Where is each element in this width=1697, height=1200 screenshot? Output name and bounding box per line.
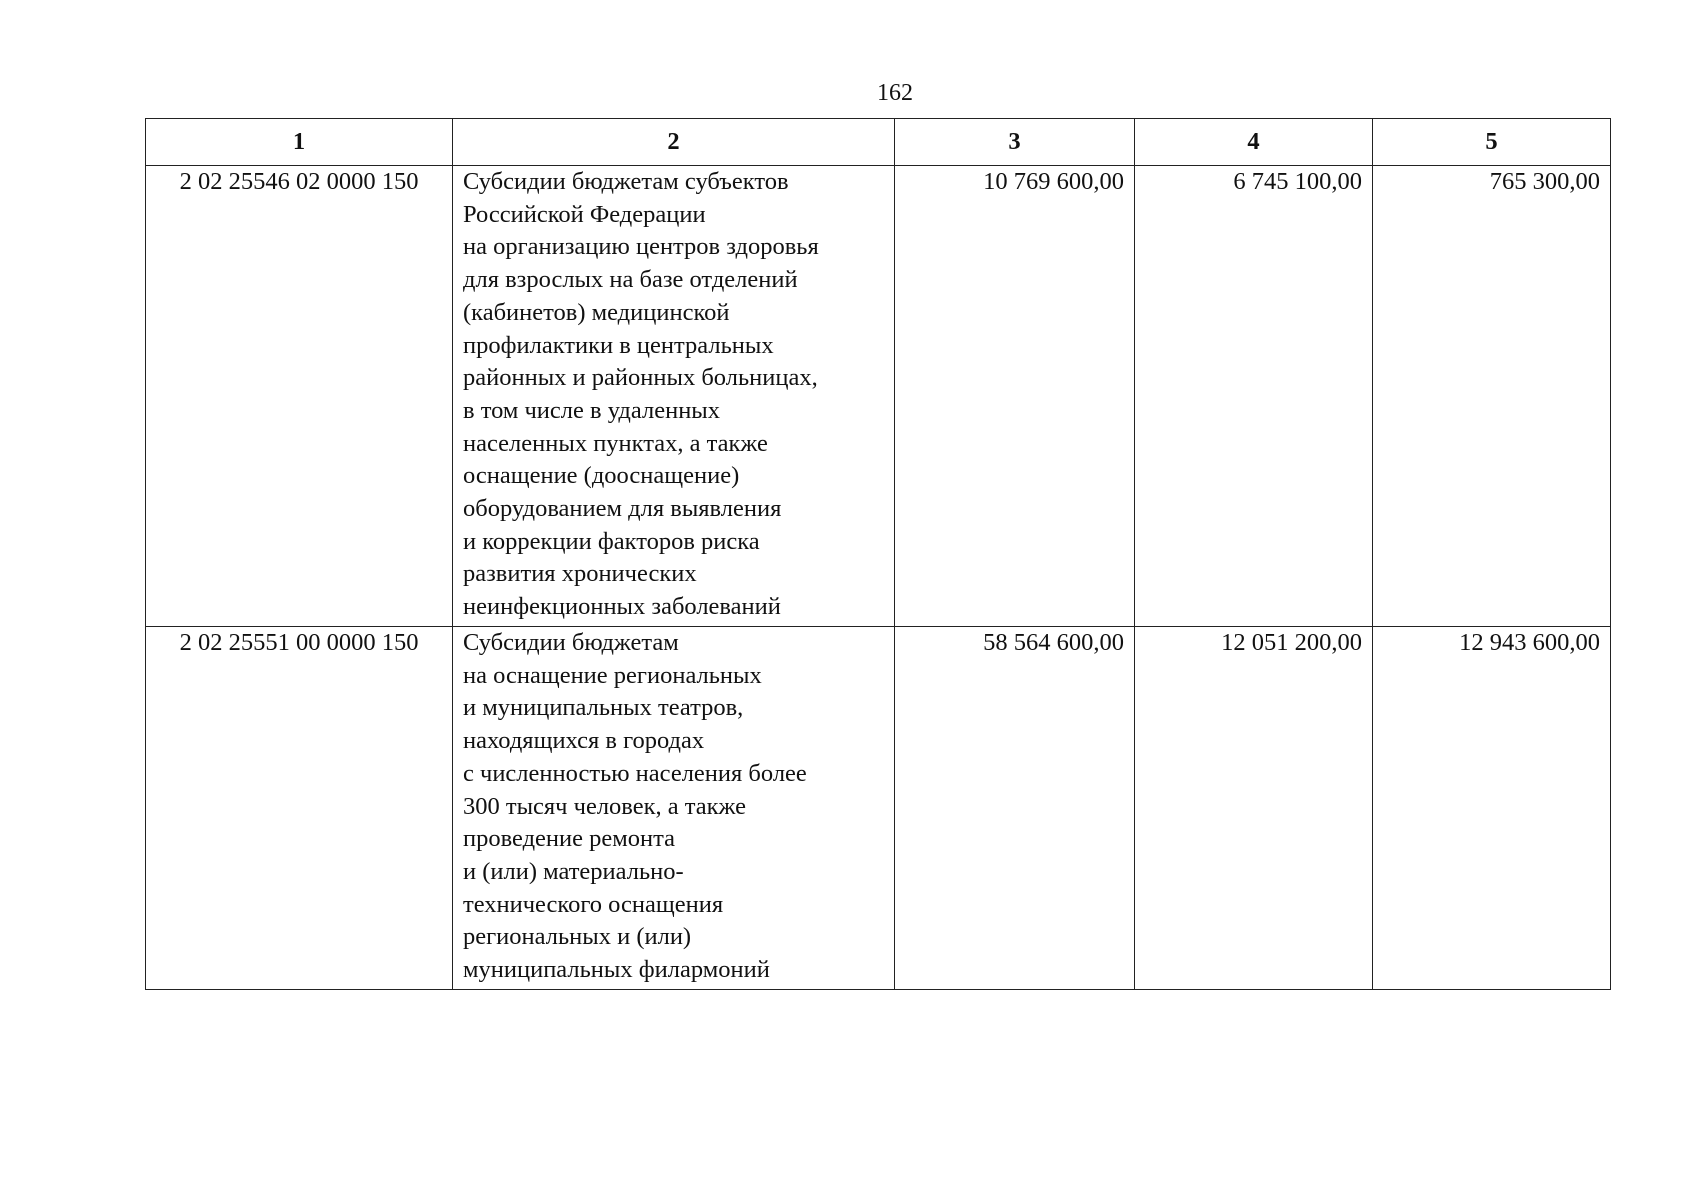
column-header-4: 4 (1135, 119, 1373, 166)
description-line: с численностью населения более (463, 759, 807, 787)
amount-col4-cell: 6 745 100,00 (1135, 166, 1373, 627)
description-line: и коррекции факторов риска (463, 527, 760, 555)
description-line: на организацию центров здоровья (463, 233, 819, 261)
description-line: для взрослых на базе отделений (463, 266, 798, 294)
table-row (146, 166, 1611, 627)
description-line: находящихся в городах (463, 727, 705, 755)
description-line: и муниципальных театров, (463, 694, 744, 722)
budget-table (145, 118, 1611, 990)
description-line: профилактики в центральных (463, 331, 774, 359)
description-line: муниципальных филармоний (463, 956, 770, 984)
amount-col5-cell: 765 300,00 (1373, 166, 1611, 627)
description-line: районных и районных больницах, (463, 364, 818, 392)
amount-col3-cell: 58 564 600,00 (895, 627, 1135, 990)
description-line: Субсидии бюджетам субъектов (463, 168, 789, 195)
page-number: 162 (877, 80, 913, 106)
description-line: Российской Федерации (463, 200, 706, 228)
column-header-1: 1 (146, 119, 453, 166)
budget-code-cell: 2 02 25546 02 0000 150 (146, 166, 453, 627)
description-line: оборудованием для выявления (463, 495, 782, 523)
description-line: развития хронических (463, 560, 697, 588)
description-line: на оснащение региональных (463, 661, 762, 689)
table-row (146, 627, 1611, 990)
description-cell (453, 627, 895, 990)
description-line: оснащение (дооснащение) (463, 462, 740, 490)
amount-col3-cell: 10 769 600,00 (895, 166, 1135, 627)
column-header-3: 3 (895, 119, 1135, 166)
description-line: населенных пунктах, а также (463, 429, 768, 457)
amount-col5-cell: 12 943 600,00 (1373, 627, 1611, 990)
amount-col4-cell: 12 051 200,00 (1135, 627, 1373, 990)
description-line: и (или) материально- (463, 857, 684, 885)
description-line: технического оснащения (463, 890, 724, 918)
column-header-2: 2 (453, 119, 895, 166)
description-line: в том числе в удаленных (463, 396, 721, 424)
column-header-5: 5 (1373, 119, 1611, 166)
description-line: Субсидии бюджетам (463, 629, 679, 656)
description-line: 300 тысяч человек, а также (463, 792, 747, 820)
description-line: региональных и (или) (463, 923, 692, 951)
budget-code-cell: 2 02 25551 00 0000 150 (146, 627, 453, 990)
description-line: неинфекционных заболеваний (463, 593, 781, 621)
description-line: (кабинетов) медицинской (463, 298, 730, 326)
table-header-row (146, 119, 1611, 166)
description-cell (453, 166, 895, 627)
description-line: проведение ремонта (463, 825, 676, 853)
